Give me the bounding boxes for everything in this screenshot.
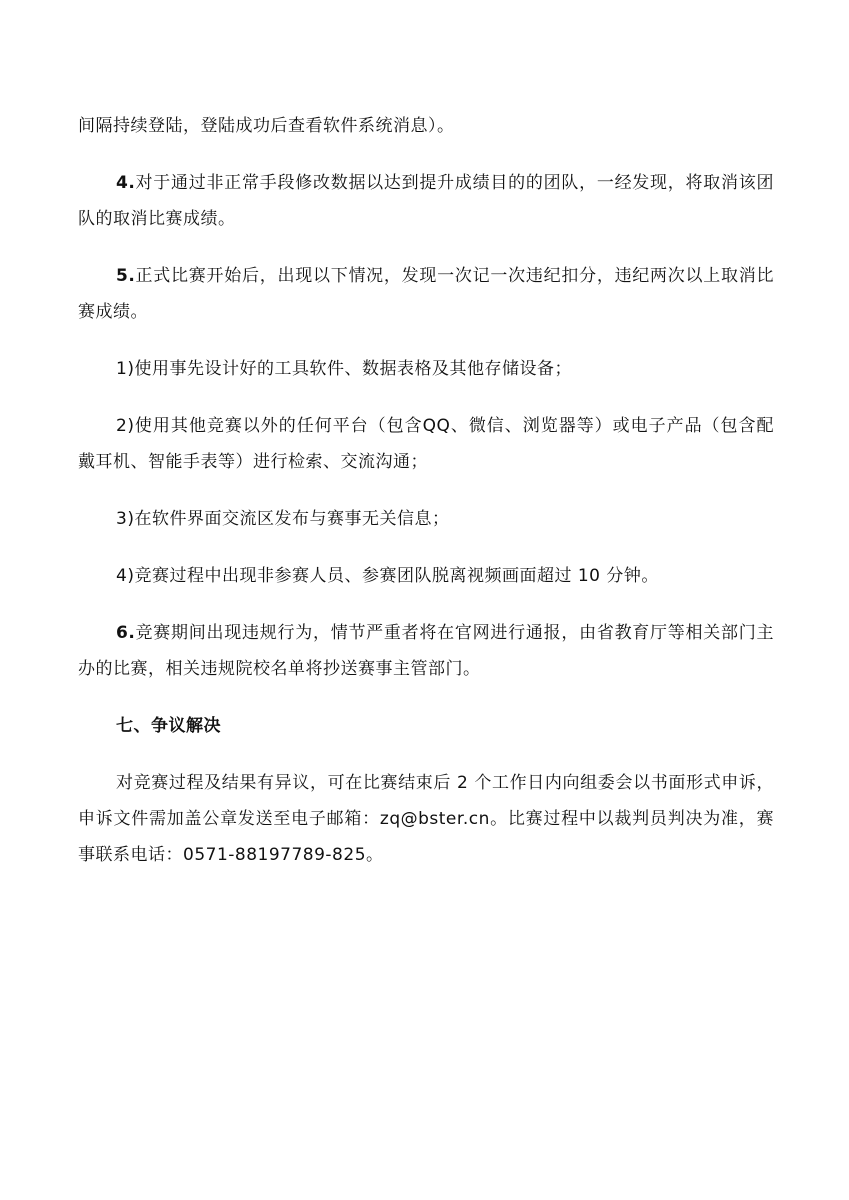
paragraph-text: 3)在软件界面交流区发布与赛事无关信息；: [116, 509, 450, 529]
item-number: 6.: [116, 623, 136, 643]
paragraph-continuation: [78, 108, 774, 144]
paragraph-text: 对竞赛过程及结果有异议，可在比赛结束后 2 个工作日内向组委会以书面形式申诉，申诉文件需加盖公章发送至电子邮箱：zq@bster.cn。比赛过程中以裁判员判决为准，赛事联系电话：0571-88197789-825。: [78, 773, 774, 865]
paragraph-text: 2)使用其他竞赛以外的任何平台（包含QQ、微信、浏览器等）或电子产品（包含配戴耳机、智能手表等）进行检索、交流沟通；: [78, 416, 774, 472]
paragraph-text: 正式比赛开始后，出现以下情况，发现一次记一次违纪扣分，违纪两次以上取消比赛成绩。: [78, 266, 774, 322]
sub-item-1: [78, 351, 774, 387]
paragraph-item-6: [78, 615, 774, 687]
sub-item-3: [78, 501, 774, 537]
dispute-paragraph: [78, 765, 774, 873]
sub-item-2: [78, 408, 774, 480]
paragraph-item-4: [78, 165, 774, 237]
paragraph-text: 间隔持续登陆，登陆成功后查看软件系统消息）。: [78, 116, 455, 136]
item-number: 4.: [116, 173, 136, 193]
sub-item-4: [78, 558, 774, 594]
paragraph-item-5: [78, 258, 774, 330]
item-number: 5.: [116, 266, 136, 286]
paragraph-text: 1)使用事先设计好的工具软件、数据表格及其他存储设备；: [116, 359, 572, 379]
section-heading: 七、争议解决: [116, 716, 221, 736]
document-body: [78, 108, 774, 894]
paragraph-text: 竞赛期间出现违规行为，情节严重者将在官网进行通报，由省教育厅等相关部门主办的比赛，相关违规院校名单将抄送赛事主管部门。: [78, 623, 774, 679]
paragraph-text: 4)竞赛过程中出现非参赛人员、参赛团队脱离视频画面超过 10 分钟。: [116, 566, 659, 586]
paragraph-text: 对于通过非正常手段修改数据以达到提升成绩目的的团队，一经发现，将取消该团队的取消比赛成绩。: [78, 173, 774, 229]
